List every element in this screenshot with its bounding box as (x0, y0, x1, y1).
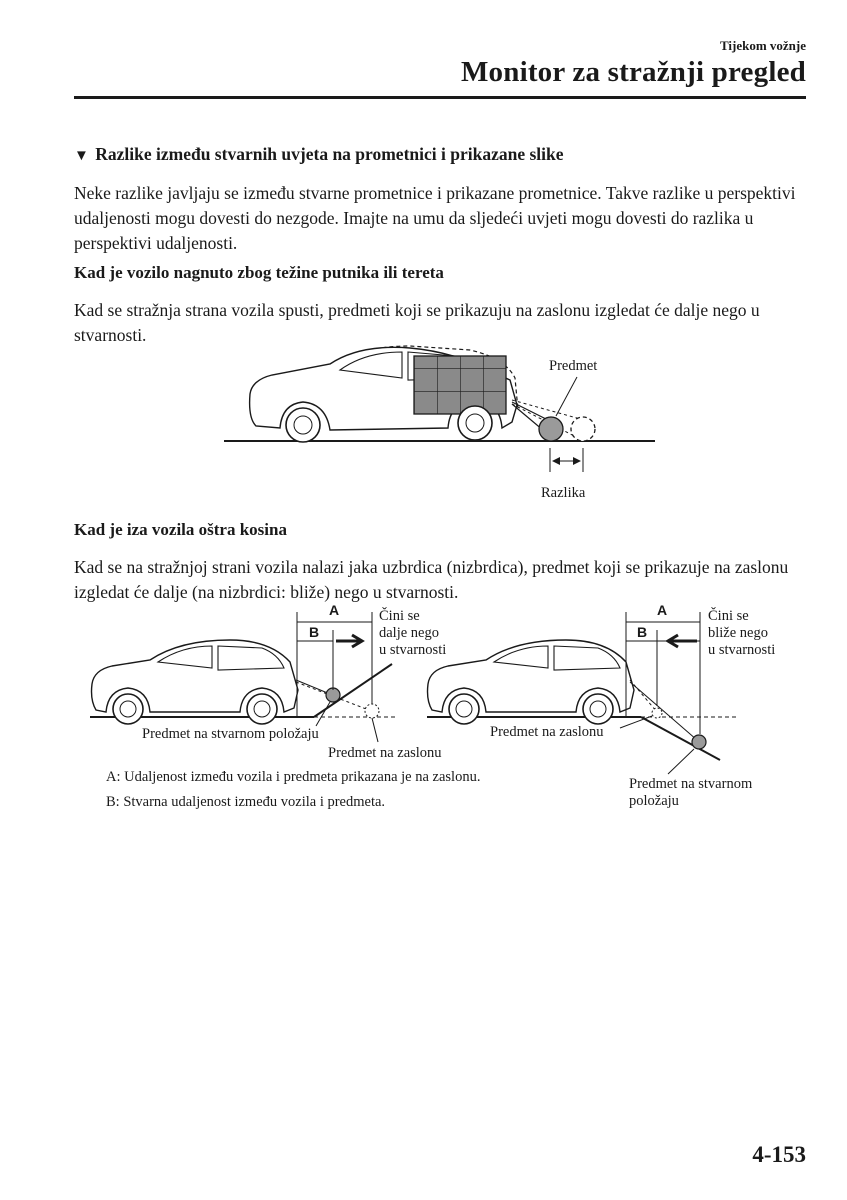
actual-object (539, 417, 563, 441)
rear-wheel (458, 406, 492, 440)
uphill-actual-label: Predmet na stvarnom položaju (142, 726, 319, 742)
uphill-letter-b: B (309, 624, 320, 640)
downhill-letter-b: B (637, 624, 648, 640)
downhill-note: Čini se bliže nego u stvarnosti (708, 608, 776, 658)
page-title: Monitor za stražnji pregled (460, 56, 806, 88)
uphill-arrow-icon (336, 635, 362, 647)
chapter-label: Tijekom vožnje (719, 38, 806, 53)
downhill-actual-label: Predmet na stvarnom položaju (629, 776, 753, 809)
displayed-object (571, 417, 595, 441)
legend-a: A: Udaljenost između vozila i predmeta prikazana je na zaslonu. (106, 769, 481, 785)
intro-paragraph: Neke razlike javljaju se između stvarne prometnice i prikazane prometnice. Takve razlike u perspektivi udaljenosti mogu dovesti do nezgode. Imajte na umu da sljedeći uvjeti mogu dovesti do razlika u perspektivi udaljenosti. (74, 183, 796, 253)
object-label: Predmet (549, 358, 598, 374)
case2-paragraph: Kad se na stražnjoj strani vozila nalazi jaka uzbrdica (nizbrdica), predmet koji se prikazuje na zaslonu izgledat će dalje (na nizbrdici: bliže) nego u stvarnosti. (74, 557, 789, 602)
front-wheel (286, 408, 320, 442)
downhill-slope (641, 717, 720, 760)
triangle-marker-icon: ▼ (74, 148, 89, 164)
case1-paragraph: Kad se stražnja strana vozila spusti, predmeti koji se prikazuju na zaslonu izgledat će dalje nego u stvarnosti. (74, 300, 760, 345)
page-number: 4-153 (752, 1142, 806, 1167)
case2-heading: Kad je iza vozila oštra kosina (74, 520, 287, 539)
difference-label: Razlika (541, 485, 586, 501)
section-heading-text: Razlike između stvarnih uvjeta na prometnici i prikazane slike (95, 144, 564, 164)
uphill-letter-a: A (329, 602, 340, 618)
downhill-screen-label: Predmet na zaslonu (490, 724, 604, 740)
downhill-letter-a: A (657, 602, 668, 618)
downhill-arrow-icon (668, 635, 697, 647)
uphill-screen-label: Predmet na zaslonu (328, 745, 442, 761)
uphill-actual-object (326, 688, 340, 702)
tilted-car-figure (224, 346, 655, 501)
downhill-actual-object (692, 735, 706, 749)
case1-heading: Kad je vozilo nagnuto zbog težine putnika ili tereta (74, 263, 444, 282)
downhill-displayed-object (652, 708, 662, 718)
cargo-boxes (414, 356, 506, 414)
uphill-displayed-object (365, 704, 379, 718)
legend-b: B: Stvarna udaljenost između vozila i predmeta. (106, 794, 386, 810)
uphill-note: Čini se dalje nego u stvarnosti (379, 608, 447, 658)
uphill-figure (90, 602, 446, 761)
